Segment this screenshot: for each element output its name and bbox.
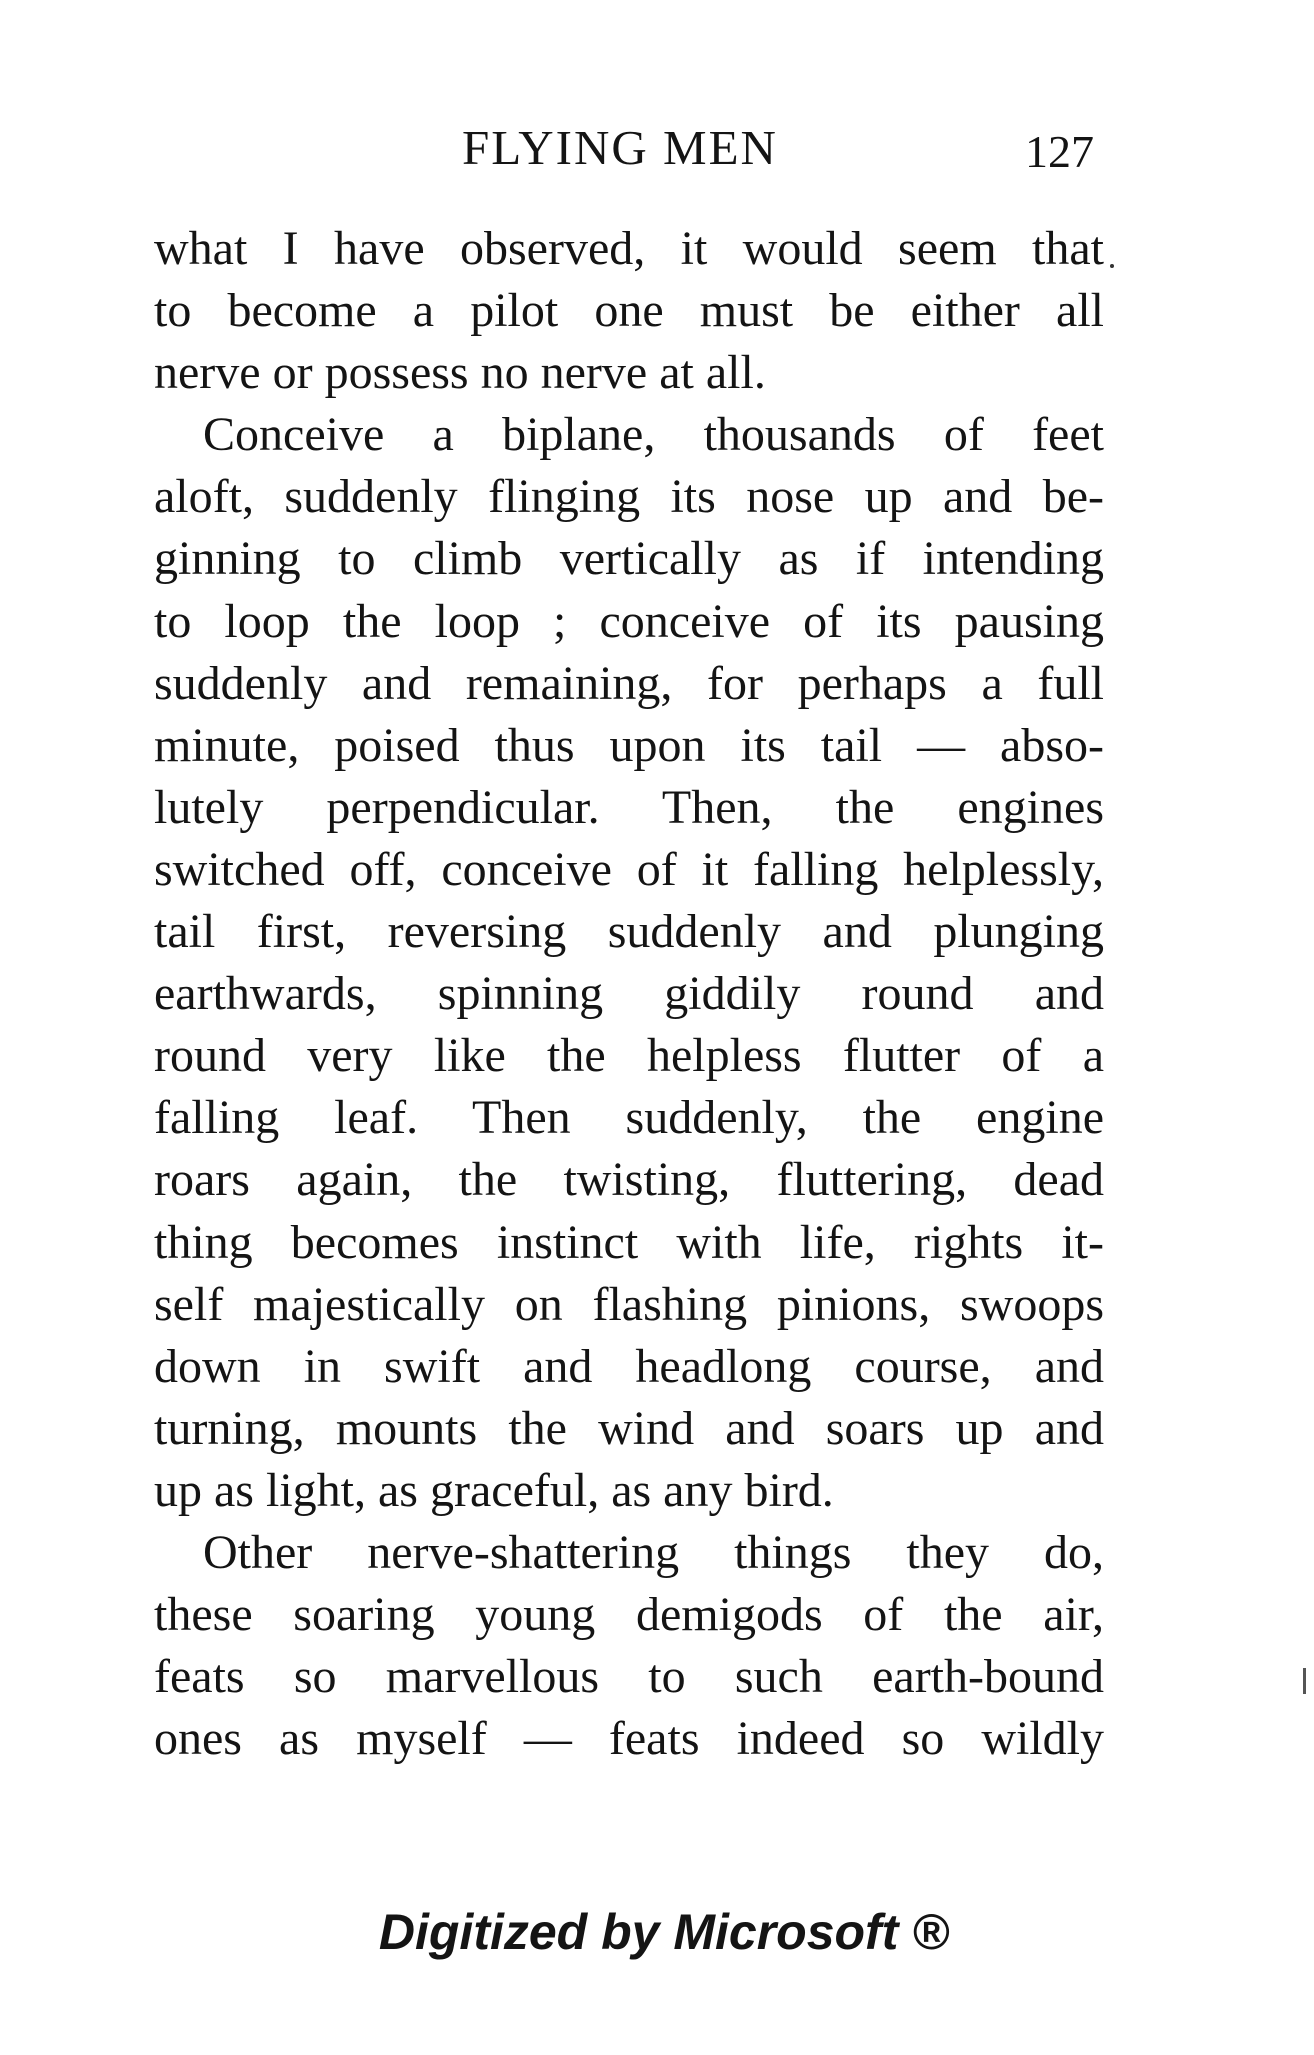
text-line: up as light, as graceful, as any bird. (154, 1463, 834, 1517)
text-line: ones as myself — feats indeed so wildly (154, 1712, 1104, 1766)
text-line: to loop the loop ; conceive of its pausing (154, 594, 1104, 648)
text-line: suddenly and remaining, for perhaps a full (154, 656, 1104, 710)
text-line: these soaring young demigods of the air, (154, 1588, 1104, 1642)
page-edge-mark (1303, 1668, 1306, 1694)
body-text (154, 218, 1104, 1770)
text-line: down in swift and headlong course, and (154, 1339, 1104, 1393)
text-line: to become a pilot one must be either all (154, 284, 1104, 338)
text-line: aloft, suddenly flinging its nose up and be- (154, 470, 1104, 524)
text-line: round very like the helpless flutter of a (154, 1029, 1104, 1083)
page-number: 127 (1025, 126, 1094, 177)
text-line: falling leaf. Then suddenly, the engine (154, 1091, 1104, 1145)
text-line: self majestically on flashing pinions, swoops (154, 1277, 1104, 1331)
print-speck (1110, 264, 1114, 268)
text-line: what I have observed, it would seem that (154, 222, 1104, 275)
text-line: earthwards, spinning giddily round and (154, 967, 1104, 1021)
text-line: thing becomes instinct with life, rights it- (154, 1215, 1104, 1269)
text-line: roars again, the twisting, fluttering, dead (154, 1153, 1104, 1207)
text-line: nerve or possess no nerve at all. (154, 346, 766, 400)
text-line: lutely perpendicular. Then, the engines (154, 780, 1104, 834)
paragraph-start-line: Other nerve-shattering things they do, (203, 1525, 1104, 1579)
running-title: FLYING MEN (462, 120, 778, 175)
text-line: tail first, reversing suddenly and plunging (154, 905, 1104, 959)
running-head (0, 118, 1314, 178)
text-line: switched off, conceive of it falling helplessly, (154, 842, 1104, 896)
paragraph-start-line: Conceive a biplane, thousands of feet (203, 408, 1104, 462)
text-line: ginning to climb vertically as if intending (154, 532, 1104, 586)
text-line: minute, poised thus upon its tail — abso- (154, 718, 1104, 772)
footer (0, 1902, 1314, 1962)
text-line: turning, mounts the wind and soars up and (154, 1401, 1104, 1455)
text-line: feats so marvellous to such earth-bound (154, 1650, 1104, 1704)
digitized-watermark: Digitized by Microsoft ® (378, 1904, 950, 1960)
